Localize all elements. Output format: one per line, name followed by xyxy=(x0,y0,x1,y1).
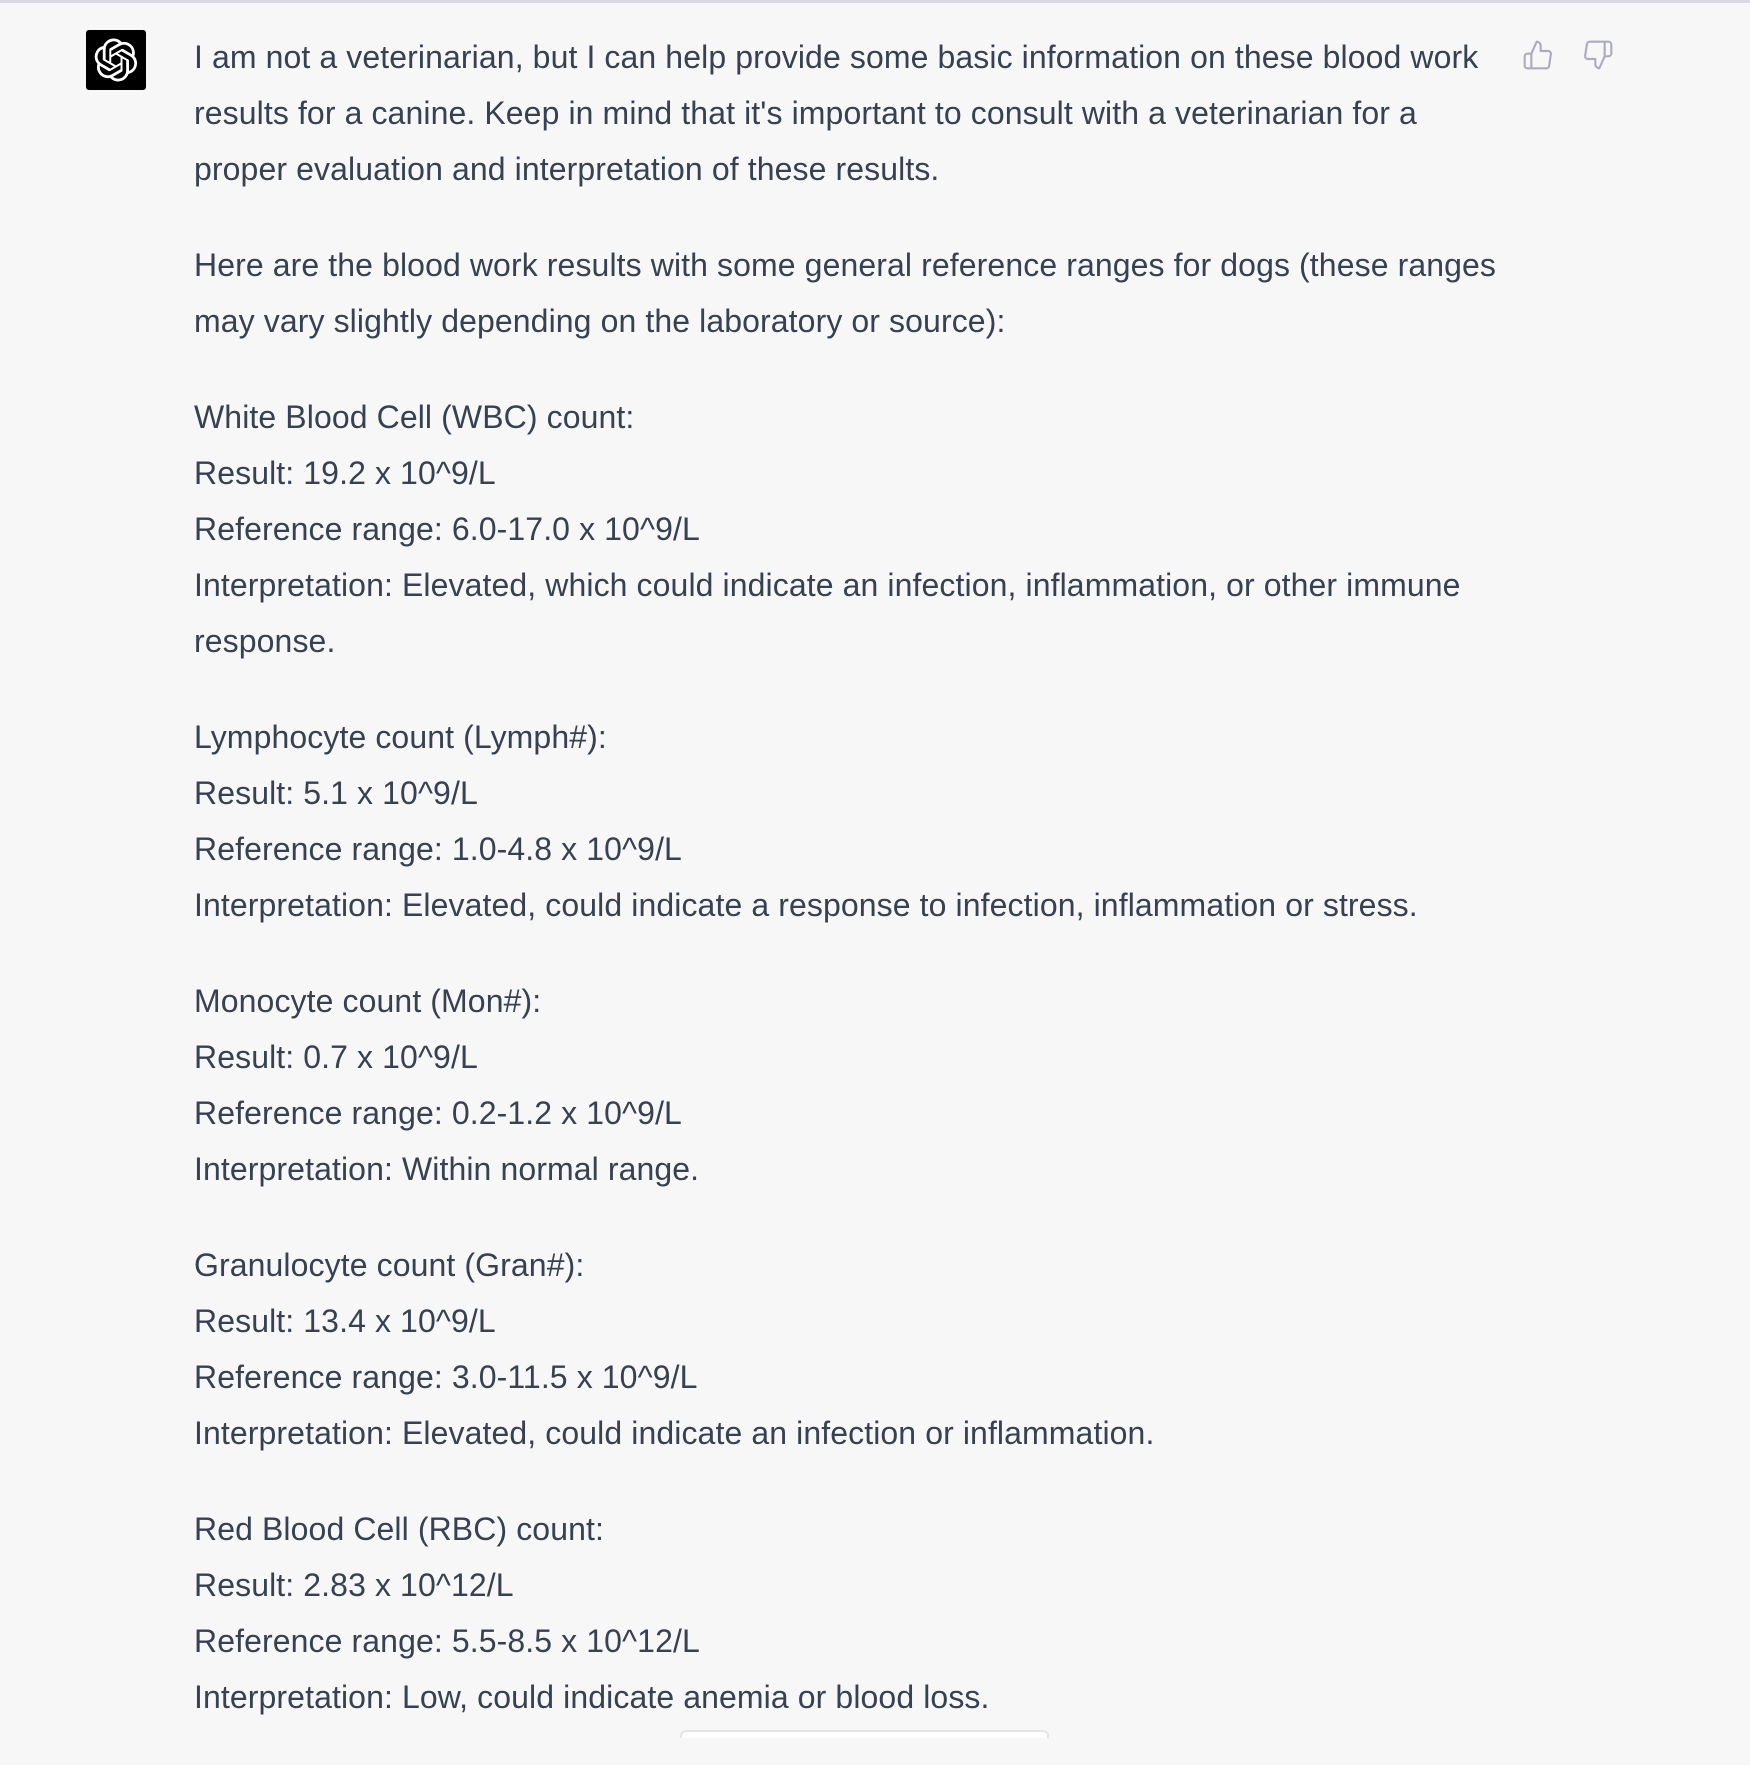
thumbs-down-button[interactable] xyxy=(1578,35,1618,75)
reference-range: Reference range: 5.5-8.5 x 10^12/L xyxy=(194,1623,700,1659)
interpretation: Interpretation: Elevated, could indicate an infection or inflammation. xyxy=(194,1415,1155,1451)
result-block-wbc xyxy=(194,389,1504,669)
reference-range: Reference range: 1.0-4.8 x 10^9/L xyxy=(194,831,682,867)
result-heading: White Blood Cell (WBC) count: xyxy=(194,399,635,435)
reference-range: Reference range: 6.0-17.0 x 10^9/L xyxy=(194,511,700,547)
thumbs-up-button[interactable] xyxy=(1518,35,1558,75)
result-value: Result: 13.4 x 10^9/L xyxy=(194,1303,496,1339)
interpretation: Interpretation: Low, could indicate anemia or blood loss. xyxy=(194,1679,990,1715)
result-heading: Red Blood Cell (RBC) count: xyxy=(194,1511,604,1547)
intro-paragraph: I am not a veterinarian, but I can help provide some basic information on these blood work results for a canine. Keep in mind that it's important to consult with a veterinarian for a proper evaluation and interpretation of these results. xyxy=(194,39,1479,187)
result-value: Result: 0.7 x 10^9/L xyxy=(194,1039,478,1075)
assistant-avatar xyxy=(86,30,146,90)
scroll-to-bottom-tab[interactable] xyxy=(680,1730,1049,1738)
assistant-message-content xyxy=(194,29,1504,1765)
thumbs-up-icon xyxy=(1522,39,1554,71)
thumbs-down-icon xyxy=(1582,39,1614,71)
result-heading: Monocyte count (Mon#): xyxy=(194,983,542,1019)
result-value: Result: 19.2 x 10^9/L xyxy=(194,455,496,491)
openai-logo-icon xyxy=(94,38,138,82)
result-heading: Lymphocyte count (Lymph#): xyxy=(194,719,607,755)
interpretation: Interpretation: Within normal range. xyxy=(194,1151,700,1187)
assistant-message-row xyxy=(0,3,1750,1736)
reference-range: Reference range: 3.0-11.5 x 10^9/L xyxy=(194,1359,698,1395)
result-block-mon xyxy=(194,973,1504,1197)
reference-range: Reference range: 0.2-1.2 x 10^9/L xyxy=(194,1095,682,1131)
interpretation: Interpretation: Elevated, could indicate a response to infection, inflammation or stress. xyxy=(194,887,1418,923)
result-value: Result: 5.1 x 10^9/L xyxy=(194,775,478,811)
result-block-gran xyxy=(194,1237,1504,1461)
result-block-lymph xyxy=(194,709,1504,933)
feedback-buttons xyxy=(1518,35,1618,75)
interpretation: Interpretation: Elevated, which could indicate an infection, inflammation, or other immune response. xyxy=(194,567,1461,659)
result-block-rbc xyxy=(194,1501,1504,1725)
result-value: Result: 2.83 x 10^12/L xyxy=(194,1567,514,1603)
lead-paragraph: Here are the blood work results with some general reference ranges for dogs (these ranges may vary slightly depending on the laboratory or source): xyxy=(194,247,1497,339)
result-heading: Granulocyte count (Gran#): xyxy=(194,1247,585,1283)
